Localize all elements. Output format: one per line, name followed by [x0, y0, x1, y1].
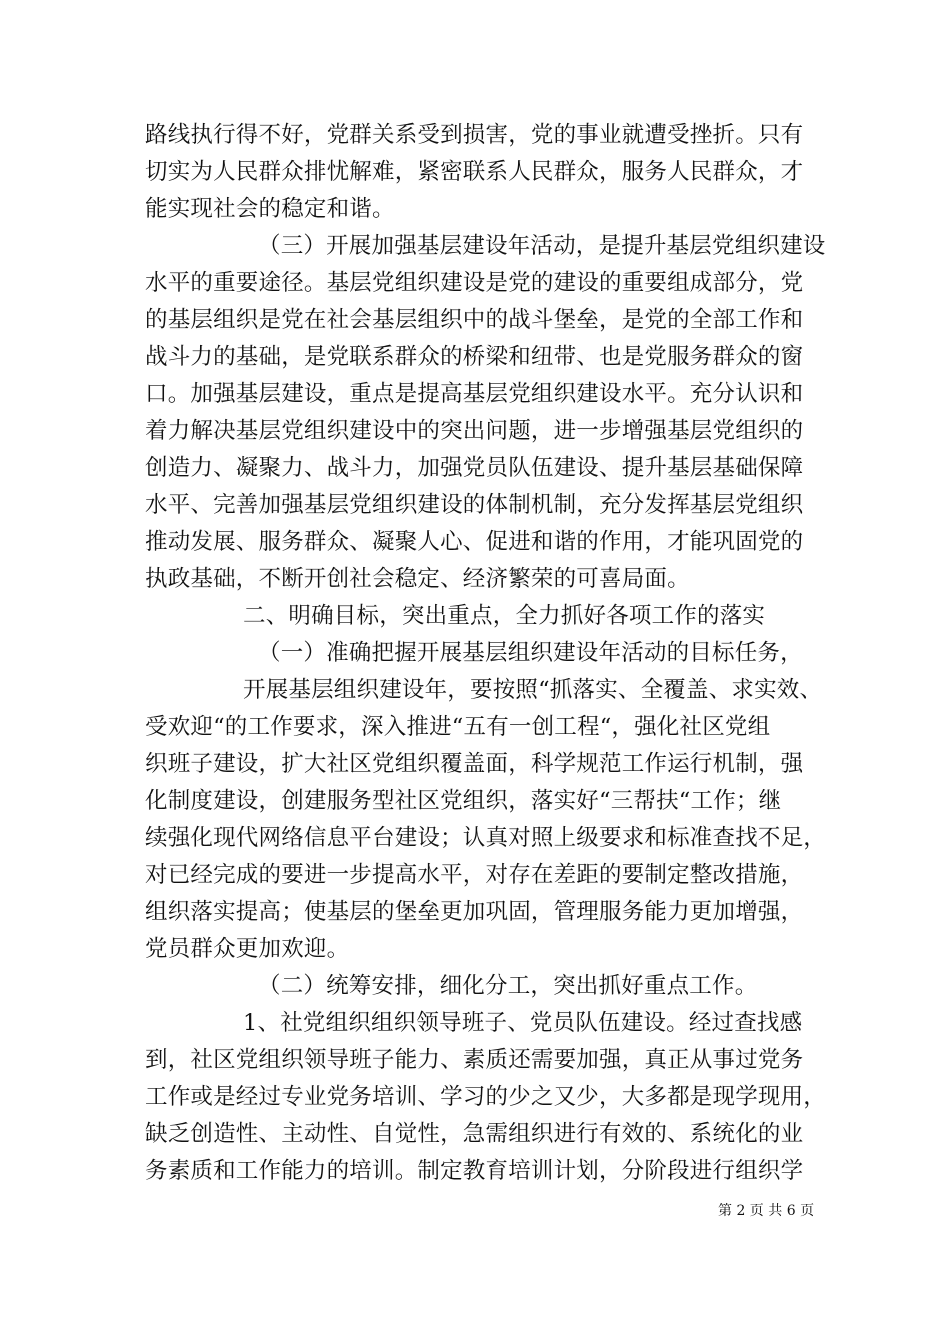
text-line: 化制度建设，创建服务型社区党组织，落实好“三帮扶“工作；继: [145, 788, 782, 814]
text-line: 对已经完成的要进一步提高水平，对存在差距的要制定整改措施，: [145, 862, 804, 888]
subsection-heading: （二）统筹安排，细化分工，突出抓好重点工作。: [258, 973, 758, 999]
text-line: 续强化现代网络信息平台建设；认真对照上级要求和标准查找不足，: [145, 825, 827, 851]
text-line: 受欢迎“的工作要求，深入推进“五有一创工程“，强化社区党组: [145, 714, 771, 740]
text-line: 切实为人民群众排忧解难，紧密联系人民群众，服务人民群众，才: [145, 159, 804, 185]
text-line: 的基层组织是党在社会基层组织中的战斗堡垒，是党的全部工作和: [145, 307, 804, 333]
text-line: 党员群众更加欢迎。: [145, 936, 350, 962]
text-line: 务素质和工作能力的培训。制定教育培训计划，分阶段进行组织学: [145, 1158, 804, 1184]
text-line: 水平、完善加强基层党组织建设的体制机制，充分发挥基层党组织: [145, 492, 804, 518]
text-line: 路线执行得不好，党群关系受到损害，党的事业就遭受挫折。只有: [145, 122, 804, 148]
text-line: （三）开展加强基层建设年活动，是提升基层党组织建设: [258, 233, 826, 259]
text-line: 织班子建设，扩大社区党组织覆盖面，科学规范工作运行机制，强: [145, 751, 804, 777]
text-line: 组织落实提高；使基层的堡垒更加巩固，管理服务能力更加增强，: [145, 899, 804, 925]
text-line: 工作或是经过专业党务培训、学习的少之又少，大多都是现学现用，: [145, 1084, 827, 1110]
text-line: 着力解决基层党组织建设中的突出问题，进一步增强基层党组织的: [145, 418, 804, 444]
text-line: 到，社区党组织领导班子能力、素质还需要加强，真正从事过党务: [145, 1047, 804, 1073]
text-line: 开展基层组织建设年，要按照“抓落实、全覆盖、求实效、: [243, 677, 823, 703]
text-line: 战斗力的基础，是党联系群众的桥梁和纽带、也是党服务群众的窗: [145, 344, 804, 370]
text-line: 1、社党组织组织领导班子、党员队伍建设。经过查找感: [243, 1010, 803, 1036]
text-line: 水平的重要途径。基层党组织建设是党的建设的重要组成部分，党: [145, 270, 804, 296]
text-line: 口。加强基层建设，重点是提高基层党组织建设水平。充分认识和: [145, 381, 804, 407]
text-line: 创造力、凝聚力、战斗力，加强党员队伍建设、提升基层基础保障: [145, 455, 804, 481]
text-line: 能实现社会的稳定和谐。: [145, 196, 395, 222]
section-heading: 二、明确目标，突出重点，全力抓好各项工作的落实: [243, 603, 766, 629]
text-line: 推动发展、服务群众、凝聚人心、促进和谐的作用，才能巩固党的: [145, 529, 804, 555]
text-line: 执政基础，不断开创社会稳定、经济繁荣的可喜局面。: [145, 566, 690, 592]
text-line: 缺乏创造性、主动性、自觉性，急需组织进行有效的、系统化的业: [145, 1121, 804, 1147]
page-number: 第 2 页 共 6 页: [718, 1203, 815, 1219]
subsection-heading: （一）准确把握开展基层组织建设年活动的目标任务，: [258, 640, 803, 666]
